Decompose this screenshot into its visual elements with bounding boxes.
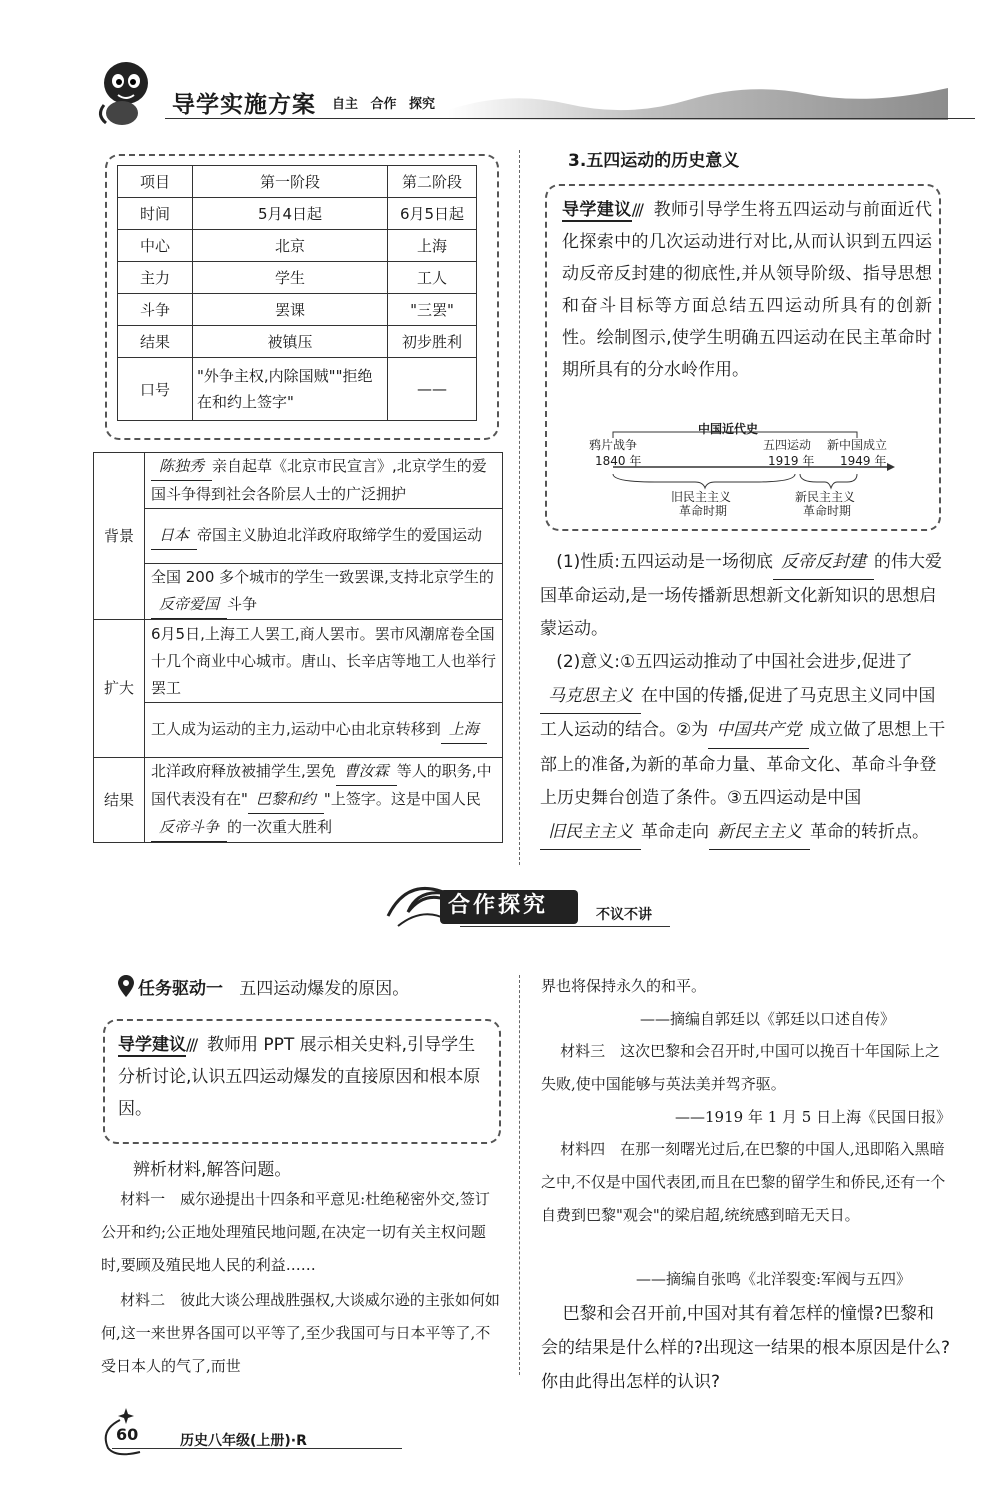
answer-blank: 反帝反封建 bbox=[773, 546, 874, 580]
banner-title: 合作探究 bbox=[448, 893, 549, 918]
table-row bbox=[118, 166, 477, 198]
para-text: (1)性质:五四运动是一场彻底 bbox=[556, 552, 774, 572]
cell-text: 斗争 bbox=[227, 595, 258, 613]
table-cell bbox=[145, 564, 503, 620]
period-label: 革命时期 bbox=[679, 504, 728, 518]
mascot-icon bbox=[92, 55, 154, 129]
table-cell: 主力 bbox=[118, 262, 193, 294]
table-row bbox=[94, 758, 503, 843]
guide-label: 导学建议 bbox=[118, 1035, 186, 1055]
guide-paragraph bbox=[118, 1029, 488, 1125]
column-divider-top bbox=[519, 150, 520, 865]
banner-subtitle: 不议不讲 bbox=[596, 907, 652, 923]
period-label: 革命时期 bbox=[803, 504, 852, 518]
task-heading bbox=[138, 974, 409, 999]
cell-text: 北洋政府释放被捕学生,罢免 bbox=[151, 762, 336, 780]
table-cell: 第二阶段 bbox=[388, 166, 477, 198]
question bbox=[541, 1297, 951, 1399]
header-title: 导学实施方案 bbox=[172, 92, 316, 118]
table-cell: 时间 bbox=[118, 198, 193, 230]
table-cell: 北京 bbox=[193, 230, 388, 262]
row-label: 结果 bbox=[94, 758, 145, 843]
material-4 bbox=[541, 1133, 951, 1232]
para-text: 革命走向 bbox=[641, 821, 709, 842]
header-rule bbox=[165, 118, 975, 119]
citation: ——1919 年 1 月 5 日上海《民国日报》 bbox=[675, 1108, 952, 1126]
nature-paragraph bbox=[540, 546, 950, 646]
guide-text: 教师用 PPT 展示相关史料,引导学生分析讨论,认识五四运动爆发的直接原因和根本原因。 bbox=[118, 1035, 481, 1119]
answer-blank: 巴黎和约 bbox=[248, 786, 324, 814]
table-cell: 工人 bbox=[388, 262, 477, 294]
table-cell: 斗争 bbox=[118, 294, 193, 326]
cell-text: "上签字。这是中国人民 bbox=[323, 790, 481, 808]
material-text: 材料四 在那一刻曙光过后,在巴黎的中国人,迅即陷入黑暗之中,不仅是中国代表团,而且在巴黎的留学生和侨民,还有一个自费到巴黎"观会"的梁启超,统统感到暗无天日。 bbox=[541, 1140, 946, 1224]
section-title: 3.五四运动的历史意义 bbox=[568, 151, 740, 171]
event-name: 五四运动 bbox=[763, 438, 812, 452]
material-text: 材料三 这次巴黎和会召开时,中国可以挽百十年国际上之失败,使中国能够与英法美并驾齐驱。 bbox=[541, 1042, 940, 1093]
citation: ——摘编自张鸣《北洋裂变:军阀与五四》 bbox=[636, 1270, 912, 1288]
table-cell: 6月5日起 bbox=[388, 198, 477, 230]
task-topic: 五四运动爆发的原因。 bbox=[239, 979, 410, 999]
page-number: 60 bbox=[116, 1425, 139, 1444]
para-text: 成立做了思想上干部上的准备,为新的革命力量、革命文化、革命斗争登上历史舞台创造了条件。③五四运动是中国 bbox=[540, 720, 946, 808]
footer-rule bbox=[112, 1448, 402, 1449]
process-table bbox=[93, 452, 503, 843]
event-year: 1949 年 bbox=[840, 454, 887, 468]
period-label: 新民主主义 bbox=[795, 490, 856, 504]
table-row bbox=[118, 358, 477, 421]
table-cell: 结果 bbox=[118, 326, 193, 358]
hatch-icon: /// bbox=[631, 200, 642, 219]
header-tags: 自主 合作 探究 bbox=[332, 97, 436, 112]
answer-blank: 旧民主主义 bbox=[540, 816, 641, 851]
para-text: 在中国的传播,促进了马克思主义同中国工人运动的结合。②为 bbox=[540, 685, 936, 740]
question-text: 巴黎和会召开前,中国对其有着怎样的憧憬?巴黎和会的结果是什么样的?出现这一结果的根本原因是什么?你由此得出怎样的认识? bbox=[541, 1304, 951, 1392]
answer-blank: 曹汝霖 bbox=[336, 758, 397, 786]
row-label: 背景 bbox=[94, 453, 145, 620]
answer-blank: 中国共产党 bbox=[708, 714, 809, 749]
answer-blank: 反帝斗争 bbox=[151, 814, 227, 842]
footer-title: 历史八年级(上册)·R bbox=[180, 1433, 307, 1449]
material-1 bbox=[101, 1183, 501, 1282]
material-2-cont: 界也将保持永久的和平。 bbox=[541, 977, 707, 995]
table-row bbox=[118, 230, 477, 262]
answer-blank: 新民主主义 bbox=[709, 816, 810, 851]
table-row bbox=[94, 703, 503, 758]
table-cell: 项目 bbox=[118, 166, 193, 198]
table-cell: "外争主权,内除国贼""拒绝在和约上签字" bbox=[193, 358, 388, 421]
table-cell bbox=[145, 509, 503, 564]
table-cell: 罢课 bbox=[193, 294, 388, 326]
table-cell: 口号 bbox=[118, 358, 193, 421]
answer-blank: 日本 bbox=[151, 522, 197, 550]
instruction: 辨析材料,解答问题。 bbox=[133, 1160, 292, 1180]
row-label: 扩大 bbox=[94, 620, 145, 758]
table-cell: "三罢" bbox=[388, 294, 477, 326]
banner-rule bbox=[460, 926, 670, 927]
para-text: 革命的转折点。 bbox=[810, 821, 929, 842]
event-year: 1919 年 bbox=[768, 454, 815, 468]
table-row bbox=[118, 198, 477, 230]
column-divider-bottom bbox=[519, 975, 520, 1375]
timeline-title: 中国近代史 bbox=[698, 422, 759, 436]
table-cell bbox=[145, 453, 503, 509]
table-cell: 6月5日,上海工人罢工,商人罢市。罢市风潮席卷全国十几个商业中心城市。唐山、长辛店等地工人也举行罢工 bbox=[145, 620, 503, 703]
guide-paragraph bbox=[562, 194, 932, 386]
table-cell bbox=[145, 758, 503, 843]
para-text: (2)意义:①五四运动推动了中国社会进步,促进了 bbox=[556, 652, 913, 672]
para-text: 的伟大爱国革命运动,是一场传播新思想新文化新知识的思想启蒙运动。 bbox=[540, 552, 943, 639]
cell-text: 工人成为运动的主力,运动中心由北京转移到 bbox=[151, 720, 441, 738]
table-row bbox=[94, 620, 503, 703]
table-row bbox=[118, 294, 477, 326]
citation: ——摘编自郭廷以《郭廷以口述自传》 bbox=[640, 1010, 896, 1028]
table-cell: 上海 bbox=[388, 230, 477, 262]
table-row bbox=[94, 564, 503, 620]
material-text: 材料二 彼此大谈公理战胜强权,大谈威尔逊的主张如何如何,这一来世界各国可以平等了,至少我国可与日本平等了,不受日本人的气了,而世 bbox=[101, 1291, 500, 1375]
period-label: 旧民主主义 bbox=[671, 490, 732, 504]
material-3 bbox=[541, 1035, 951, 1101]
table-row bbox=[94, 509, 503, 564]
meaning-paragraph bbox=[540, 646, 950, 850]
guide-label: 导学建议 bbox=[562, 200, 632, 220]
material-text: 材料一 威尔逊提出十四条和平意见:杜绝秘密外交,签订公开和约;公正地处理殖民地问题,在决定一切有关主权问题时,要顾及殖民地人民的利益…… bbox=[101, 1190, 490, 1274]
answer-blank: 上海 bbox=[441, 716, 487, 744]
hatch-icon: /// bbox=[186, 1035, 197, 1054]
cell-text: 的一次重大胜利 bbox=[227, 818, 333, 836]
phase-table bbox=[117, 165, 477, 421]
table-row bbox=[118, 262, 477, 294]
table-cell: 初步胜利 bbox=[388, 326, 477, 358]
table-cell bbox=[145, 703, 503, 758]
table-cell: 中心 bbox=[118, 230, 193, 262]
table-cell: —— bbox=[388, 358, 477, 421]
cell-text: 等人的职务,中国代表没有在" bbox=[151, 762, 492, 808]
answer-blank: 反帝爱国 bbox=[151, 591, 227, 619]
table-cell: 5月4日起 bbox=[193, 198, 388, 230]
cell-text: 全国 200 多个城市的学生一致罢课,支持北京学生的 bbox=[151, 568, 494, 586]
location-pin-icon bbox=[118, 975, 134, 997]
table-cell: 学生 bbox=[193, 262, 388, 294]
task-title: 任务驱动一 bbox=[138, 979, 223, 999]
timeline-diagram bbox=[565, 418, 905, 518]
material-2 bbox=[101, 1284, 501, 1383]
table-cell: 被镇压 bbox=[193, 326, 388, 358]
event-year: 1840 年 bbox=[595, 454, 642, 468]
event-name: 新中国成立 bbox=[827, 438, 888, 452]
cell-text: 帝国主义胁迫北洋政府取缔学生的爱国运动 bbox=[197, 526, 483, 544]
table-row bbox=[94, 453, 503, 509]
answer-blank: 马克思主义 bbox=[540, 680, 641, 715]
answer-blank: 陈独秀 bbox=[151, 453, 212, 481]
table-row bbox=[118, 326, 477, 358]
table-cell: 第一阶段 bbox=[193, 166, 388, 198]
guide-text: 教师引导学生将五四运动与前面近代化探索中的几次运动进行对比,从而认识到五四运动反帝反封建的彻底性,并从领导阶级、指导思想和奋斗目标等方面总结五四运动所具有的创新性。绘制图示,使学生明确五四运动在民主革命时期所具有的分水岭作用。 bbox=[562, 200, 933, 380]
event-name: 鸦片战争 bbox=[589, 438, 638, 452]
cell-text: 亲自起草《北京市民宣言》,北京学生的爱国斗争得到社会各阶层人士的广泛拥护 bbox=[151, 457, 487, 503]
